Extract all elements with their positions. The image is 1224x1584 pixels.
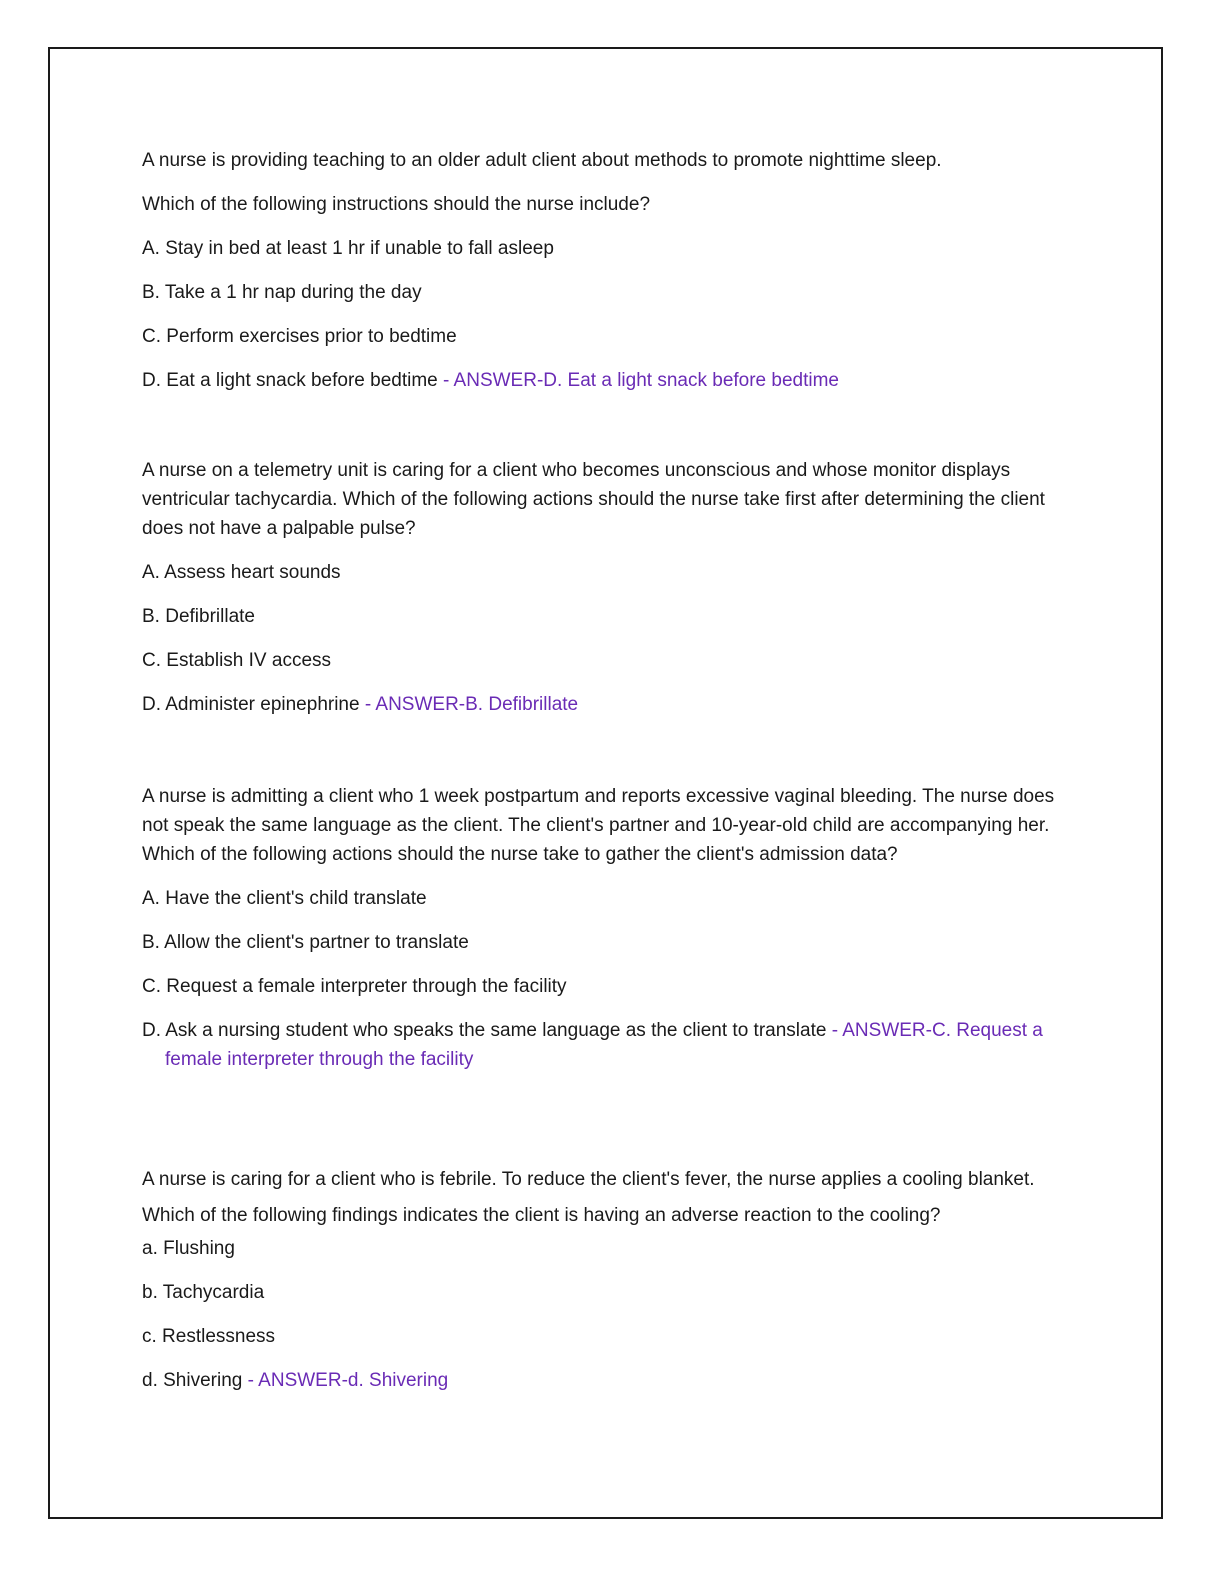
option-b: b. Tachycardia [142,1282,265,1303]
option-c: C. Perform exercises prior to bedtime [142,326,457,347]
question-stem-line: A nurse is caring for a client who is febrile. To reduce the client's fever, the nurse applies a cooling blanket. Which of the following findings indicates the client is having an adverse reaction to the cooling? [142,1169,1035,1226]
question-stem-line: A nurse is admitting a client who 1 week postpartum and reports excessive vaginal bleeding. The nurse does not speak the same language as the client. The client's partner and 10-year-old child are accompanying her. Which of the following actions should the nurse take to gather the client's admission data? [142,786,1055,865]
option-b: B. Defibrillate [142,606,255,627]
answer-key: - ANSWER-d. Shivering [247,1370,449,1391]
option-b: B. Take a 1 hr nap during the day [142,282,422,303]
option-c: C. Request a female interpreter through the facility [142,976,567,997]
question-2 [142,456,1077,782]
option-list [142,884,1077,1074]
option-d [142,690,1077,719]
question-stem [142,146,1077,219]
document-body [142,146,1077,1410]
option-text: D. Ask a nursing student who speaks the same language as the client to translate [142,1020,827,1041]
option-d [142,366,1077,395]
question-3 [142,782,1077,1162]
option-list [142,1234,1077,1395]
question-stem [142,1162,1077,1234]
option-text: D. Administer epinephrine [142,694,360,715]
option-text: D. Eat a light snack before bedtime [142,370,438,391]
answer-key: - ANSWER-C. Request a female interpreter through the facility [165,1020,1043,1070]
question-stem-line: A nurse on a telemetry unit is caring for a client who becomes unconscious and whose monitor displays ventricular tachycardia. Which of the following actions should the nurse take first after determining the client does not have a palpable pulse? [142,460,1045,539]
answer-key: - ANSWER-D. Eat a light snack before bedtime [443,370,839,391]
option-d [142,1366,1077,1395]
option-c: C. Establish IV access [142,650,332,671]
question-stem-line: A nurse is providing teaching to an older adult client about methods to promote nighttime sleep. [142,150,942,171]
question-1 [142,146,1077,456]
question-stem [142,456,1077,543]
option-d [142,1016,1077,1074]
option-a: a. Flushing [142,1238,235,1259]
option-b: B. Allow the client's partner to translate [142,932,469,953]
option-a: A. Stay in bed at least 1 hr if unable to fall asleep [142,238,554,259]
option-a: A. Have the client's child translate [142,888,427,909]
option-text: d. Shivering [142,1370,243,1391]
question-4 [142,1162,1077,1395]
question-stem-line: Which of the following instructions should the nurse include? [142,194,651,215]
answer-key: - ANSWER-B. Defibrillate [364,694,579,715]
option-c: c. Restlessness [142,1326,276,1347]
question-stem [142,782,1077,869]
option-a: A. Assess heart sounds [142,562,341,583]
option-list [142,234,1077,395]
option-list [142,558,1077,719]
